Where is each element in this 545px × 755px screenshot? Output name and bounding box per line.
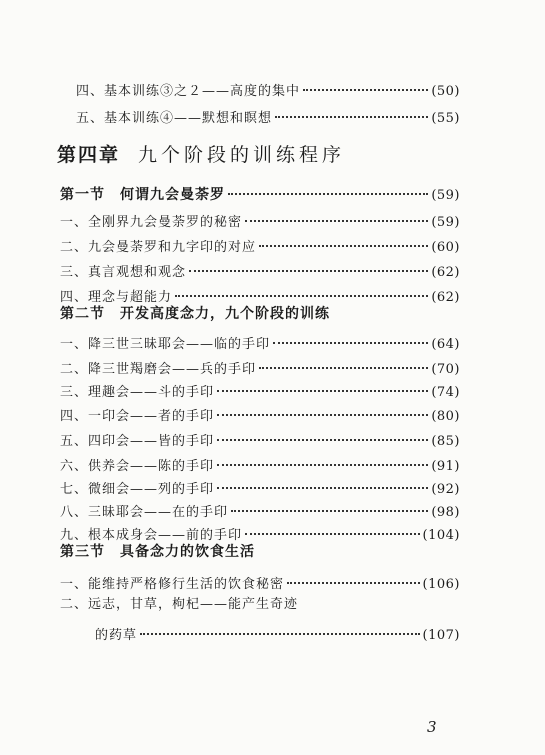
dot-leader [287, 570, 420, 588]
dot-leader [217, 452, 428, 470]
dot-leader [189, 258, 428, 276]
toc-entry-label: 一、全刚界九会曼荼罗的秘密 [60, 215, 243, 230]
dot-leader [217, 427, 428, 445]
toc-entry-label: 七、微细会——列的手印 [60, 482, 215, 497]
toc-entry-label: 二、远志，甘草，枸杞——能产生奇迹 [60, 597, 299, 612]
toc-entry-page: (104) [422, 528, 460, 543]
toc-entry-page: (74) [431, 385, 460, 400]
section-page: (59) [431, 188, 460, 203]
toc-entry [60, 378, 460, 402]
toc-entry-page: (62) [431, 265, 460, 280]
toc-entry-page: (92) [431, 482, 460, 497]
chapter-heading [57, 142, 345, 168]
dot-leader [217, 378, 428, 396]
toc-entry [60, 330, 460, 354]
toc-entry [60, 452, 460, 476]
dot-leader [273, 330, 428, 348]
toc-entry [60, 208, 460, 232]
toc-entry-page: (91) [431, 459, 460, 474]
toc-entry-label: 二、九会曼荼罗和九字印的对应 [60, 240, 257, 255]
chapter-number: 第四章 [57, 144, 121, 166]
toc-entry [76, 104, 460, 128]
toc-entry-page: (60) [431, 240, 460, 255]
dot-leader [175, 283, 428, 301]
toc-entry [60, 570, 460, 594]
toc-entry-page: (59) [431, 215, 460, 230]
toc-entry-page: (80) [431, 409, 460, 424]
chapter-title: 九个阶段的训练程序 [138, 144, 346, 166]
toc-entry-label: 五、四印会——皆的手印 [60, 434, 215, 449]
dot-leader [245, 521, 420, 539]
toc-entry-label: 三、理趣会——斗的手印 [60, 385, 215, 400]
toc-entry-label: 一、能维持严格修行生活的饮食秘密 [60, 577, 285, 592]
toc-entry [60, 402, 460, 426]
toc-entry-page: (107) [422, 628, 460, 643]
dot-leader [275, 104, 428, 122]
section-title: 第一节 何谓九会曼荼罗 [60, 187, 225, 203]
dot-leader [303, 77, 428, 95]
toc-entry [60, 475, 460, 499]
section-heading [60, 305, 460, 323]
toc-entry-page: (106) [422, 577, 460, 592]
toc-entry-page: (55) [431, 111, 460, 126]
toc-entry [60, 521, 460, 545]
toc-entry-page: (62) [431, 290, 460, 305]
dot-leader [245, 208, 428, 226]
toc-entry [60, 355, 460, 379]
toc-entry-page: (85) [431, 434, 460, 449]
toc-entry-continuation [95, 621, 460, 645]
toc-entry-label: 八、三昧耶会——在的手印 [60, 505, 229, 520]
toc-entry-label: 四、理念与超能力 [60, 290, 173, 305]
dot-leader [228, 181, 428, 199]
toc-entry-label: 九、根本成身会——前的手印 [60, 528, 243, 543]
dot-leader [259, 233, 428, 251]
toc-entry-label: 三、真言观想和观念 [60, 265, 187, 280]
toc-entry [60, 283, 460, 307]
dot-leader [140, 621, 420, 639]
toc-entry-label: 一、降三世三昧耶会——临的手印 [60, 337, 271, 352]
section-title: 第三节 具备念力的饮食生活 [60, 544, 255, 560]
dot-leader [231, 498, 428, 516]
toc-entry-label: 五、基本训练④——默想和瞑想 [76, 111, 273, 126]
toc-entry [60, 258, 460, 282]
toc-entry [76, 77, 460, 101]
toc-entry-label: 二、降三世羯磨会——兵的手印 [60, 362, 257, 377]
toc-entry-page: (70) [431, 362, 460, 377]
toc-entry-label: 四、基本训练③之２——高度的集中 [76, 84, 301, 99]
toc-entry-page: (50) [431, 84, 460, 99]
section-heading [60, 181, 460, 205]
section-heading [60, 543, 460, 561]
toc-entry [60, 427, 460, 451]
dot-leader [217, 402, 428, 420]
toc-entry [60, 498, 460, 522]
toc-entry-page: (98) [431, 505, 460, 520]
dot-leader [259, 355, 428, 373]
toc-entry-label: 六、供养会——陈的手印 [60, 459, 215, 474]
section-title: 第二节 开发高度念力，九个阶段的训练 [60, 306, 330, 322]
dot-leader [217, 475, 428, 493]
toc-entry-label: 四、一印会——者的手印 [60, 409, 215, 424]
page-number: 3 [427, 718, 437, 736]
toc-entry-label: 的药草 [95, 628, 138, 643]
toc-entry [60, 596, 460, 614]
toc-entry [60, 233, 460, 257]
toc-entry-page: (64) [431, 337, 460, 352]
